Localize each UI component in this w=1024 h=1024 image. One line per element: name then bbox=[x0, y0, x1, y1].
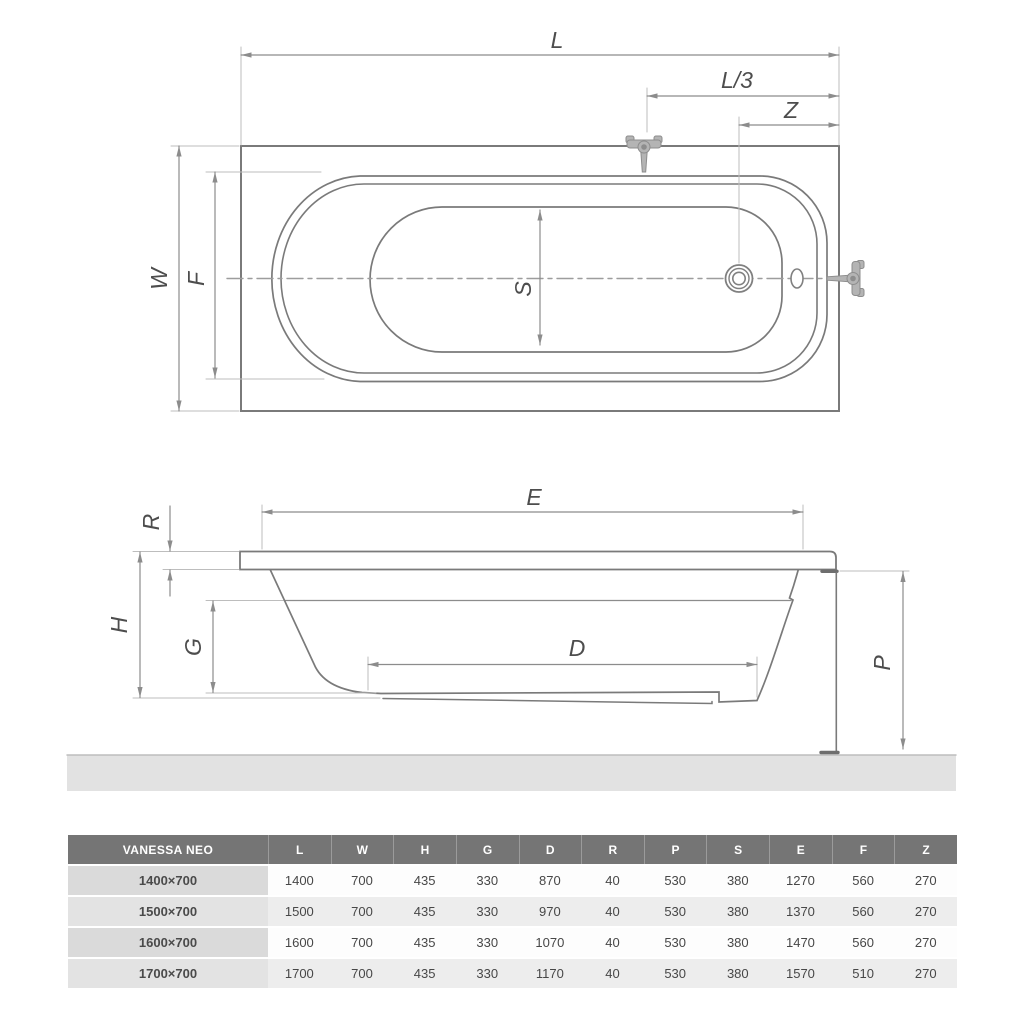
table-header-F: F bbox=[832, 835, 895, 864]
dim-label-F: F bbox=[183, 271, 209, 287]
model-cell: 1700×700 bbox=[68, 959, 268, 988]
value-cell: 40 bbox=[581, 897, 644, 926]
value-cell: 700 bbox=[331, 866, 394, 895]
value-cell: 1270 bbox=[769, 866, 832, 895]
dimensions-table bbox=[68, 835, 957, 990]
top-view bbox=[146, 27, 864, 411]
floor bbox=[67, 755, 956, 791]
value-cell: 270 bbox=[894, 866, 957, 895]
value-cell: 1570 bbox=[769, 959, 832, 988]
value-cell: 40 bbox=[581, 928, 644, 957]
dim-label-L3: L/3 bbox=[721, 67, 753, 93]
value-cell: 700 bbox=[331, 959, 394, 988]
value-cell: 1370 bbox=[769, 897, 832, 926]
value-cell: 560 bbox=[832, 897, 895, 926]
table-row bbox=[68, 928, 957, 957]
value-cell: 380 bbox=[706, 897, 769, 926]
faucet-hub-hole bbox=[642, 145, 647, 150]
dim-label-L: L bbox=[550, 27, 564, 53]
dim-G bbox=[180, 601, 376, 694]
side-view bbox=[67, 484, 956, 791]
table-header-D: D bbox=[519, 835, 582, 864]
value-cell: 530 bbox=[644, 897, 707, 926]
rim-profile bbox=[240, 552, 836, 570]
value-cell: 1700 bbox=[268, 959, 331, 988]
value-cell: 560 bbox=[832, 866, 895, 895]
value-cell: 1170 bbox=[519, 959, 582, 988]
faucet-spout bbox=[641, 151, 647, 172]
table-header-G: G bbox=[456, 835, 519, 864]
dim-P bbox=[840, 571, 909, 749]
table-header-P: P bbox=[644, 835, 707, 864]
value-cell: 40 bbox=[581, 959, 644, 988]
dim-label-S: S bbox=[510, 281, 536, 297]
value-cell: 700 bbox=[331, 897, 394, 926]
dim-label-E: E bbox=[526, 484, 542, 510]
table-header-R: R bbox=[581, 835, 644, 864]
value-cell: 560 bbox=[832, 928, 895, 957]
model-cell: 1400×700 bbox=[68, 866, 268, 895]
dim-R bbox=[133, 506, 239, 596]
drain-icon bbox=[726, 265, 753, 292]
dim-E bbox=[262, 484, 803, 549]
table-row bbox=[68, 866, 957, 895]
value-cell: 1600 bbox=[268, 928, 331, 957]
dim-H bbox=[106, 552, 380, 698]
value-cell: 380 bbox=[706, 959, 769, 988]
tub-section-profile bbox=[262, 552, 803, 702]
value-cell: 270 bbox=[894, 928, 957, 957]
value-cell: 530 bbox=[644, 959, 707, 988]
value-cell: 270 bbox=[894, 959, 957, 988]
model-cell: 1600×700 bbox=[68, 928, 268, 957]
value-cell: 330 bbox=[456, 928, 519, 957]
dim-label-W: W bbox=[146, 268, 172, 290]
value-cell: 870 bbox=[519, 866, 582, 895]
value-cell: 270 bbox=[894, 897, 957, 926]
value-cell: 1070 bbox=[519, 928, 582, 957]
dim-label-H: H bbox=[106, 616, 132, 634]
value-cell: 380 bbox=[706, 928, 769, 957]
value-cell: 970 bbox=[519, 897, 582, 926]
value-cell: 380 bbox=[706, 866, 769, 895]
dim-label-D: D bbox=[568, 635, 586, 661]
value-cell: 530 bbox=[644, 928, 707, 957]
dim-label-G: G bbox=[180, 638, 206, 656]
model-cell: 1500×700 bbox=[68, 897, 268, 926]
table-header-Z: Z bbox=[894, 835, 957, 864]
value-cell: 510 bbox=[832, 959, 895, 988]
value-cell: 330 bbox=[456, 866, 519, 895]
value-cell: 330 bbox=[456, 897, 519, 926]
faucet-spout bbox=[827, 275, 849, 281]
value-cell: 530 bbox=[644, 866, 707, 895]
tub-bottom-shell bbox=[383, 699, 712, 704]
value-cell: 435 bbox=[393, 866, 456, 895]
value-cell: 1500 bbox=[268, 897, 331, 926]
dim-label-Z: Z bbox=[783, 97, 799, 123]
faucet-hub-hole bbox=[851, 276, 856, 281]
table-header-W: W bbox=[331, 835, 394, 864]
table-header-L: L bbox=[268, 835, 331, 864]
dim-L3 bbox=[647, 67, 839, 132]
table-row bbox=[68, 897, 957, 926]
value-cell: 435 bbox=[393, 928, 456, 957]
dim-label-R: R bbox=[138, 513, 164, 531]
value-cell: 1400 bbox=[268, 866, 331, 895]
table-row bbox=[68, 959, 957, 988]
dim-label-P: P bbox=[869, 655, 895, 671]
value-cell: 330 bbox=[456, 959, 519, 988]
table-header-S: S bbox=[706, 835, 769, 864]
value-cell: 435 bbox=[393, 897, 456, 926]
table-header-row bbox=[68, 835, 957, 864]
value-cell: 435 bbox=[393, 959, 456, 988]
table-header-H: H bbox=[393, 835, 456, 864]
overflow-icon bbox=[791, 269, 803, 288]
value-cell: 700 bbox=[331, 928, 394, 957]
value-cell: 40 bbox=[581, 866, 644, 895]
dim-D bbox=[368, 635, 757, 697]
table-header-model: VANESSA NEO bbox=[68, 835, 268, 864]
value-cell: 1470 bbox=[769, 928, 832, 957]
table-header-E: E bbox=[769, 835, 832, 864]
